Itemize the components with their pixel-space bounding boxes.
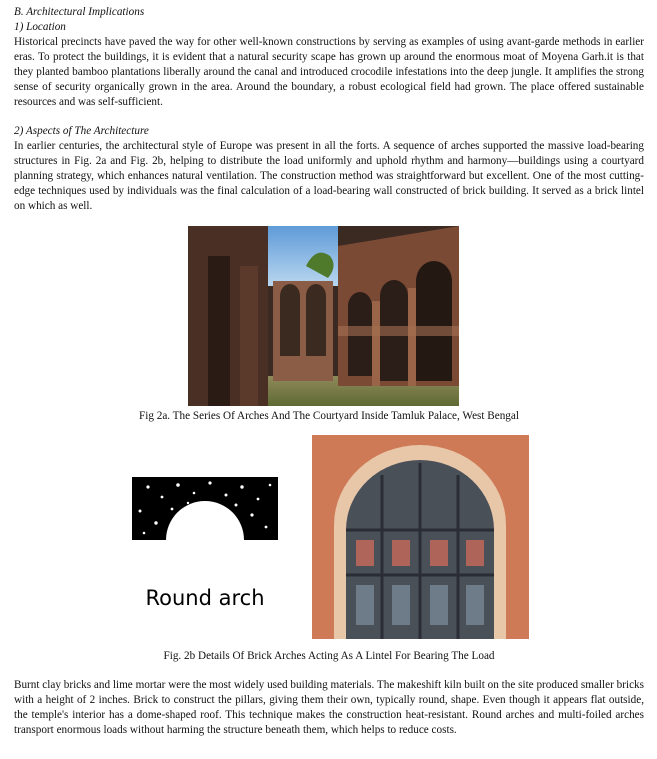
round-arch-label: Round arch <box>145 586 265 610</box>
location-paragraph: Historical precincts have paved the way for other well-known constructions by serving as examples of using avant-garde methods in earlier eras. To protect the buildings, it is evident that a natural security scape has grown up around the enormous moat of Moyena Garh.it is that they planted bamboo plantations liberally around the canal and introduced crocodile infestations into the deep jungle. It amplifies the strong sense of security organically grown in the area. Around the boundary, a robust ecological field had grown. The place offered sustainable resources and was self-sufficient. <box>14 36 644 108</box>
fig2b-caption: Fig. 2b Details Of Brick Arches Acting As A Lintel For Bearing The Load <box>163 650 495 662</box>
paper-page <box>14 5 644 738</box>
brick-arch-door-photo <box>312 435 529 639</box>
subsection-architecture-heading: 2) Aspects of The Architecture <box>14 125 149 137</box>
section-heading: B. Architectural Implications <box>14 6 145 18</box>
fig2a-caption: Fig 2a. The Series Of Arches And The Courtyard Inside Tamluk Palace, West Bengal <box>139 410 519 422</box>
architecture-paragraph: In earlier centuries, the architectural style of Europe was present in all the forts. A sequence of arches supported the massive load-bearing structures in Fig. 2a and Fig. 2b, helping to distribute the load uniformly and uphold rhythm and harmony—buildings using a courtyard planning strategy, which enhances natural ventilation. The construction method was straightforward but excellent. One of the most cutting-edge techniques used by individuals was the final calculation of a load-bearing wall constructed of brick building. It served as a brick lintel on which as well. <box>14 140 644 212</box>
fig2a-courtyard-photo <box>188 226 459 406</box>
subsection-location-heading: 1) Location <box>14 21 66 33</box>
materials-paragraph: Burnt clay bricks and lime mortar were the most widely used building materials. The makeshift kiln built on the site produced smaller bricks with a height of 2 inches. Brick to construct the pillars, giving them their own, typically round, shape. Even though it appears flat outside, the temple's interior has a dome-shaped roof. This technique makes the construction heat-resistant. Round arches and multi-foiled arches transport enormous loads without harming the structure beneath them, which helps to reduce costs. <box>14 679 644 736</box>
round-arch-diagram <box>128 475 282 625</box>
fig2b-images <box>14 435 644 639</box>
